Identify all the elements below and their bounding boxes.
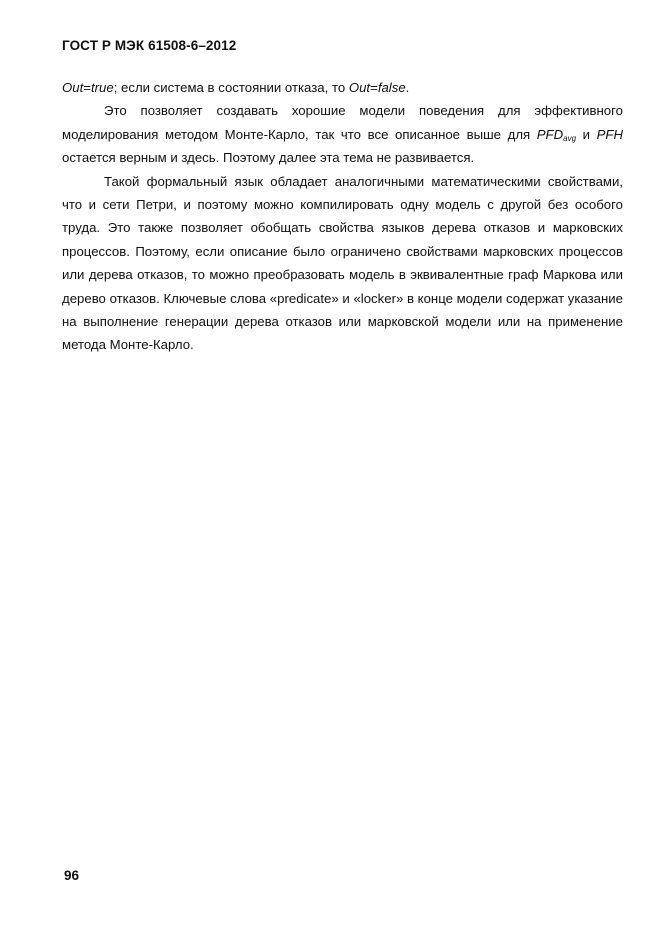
page-number: 96 [64,868,80,883]
paragraph-3: Такой формальный язык обладает аналогичными математическими свойствами, что и сети Петри, и поэтому можно компилировать одну модель с другой без особого труда. Это также позволяет обобщать свойства языков дерева отказов и марковских процессов. Поэтому, если описание было ограничено свойствами марковских процессов или дерева отказов, то можно преобразовать модель в эквивалентные граф Маркова или дерево отказов. Ключевые слова «predicate» и «locker» в конце модели содержат указание на выполнение генерации дерева отказов или марковской модели или на применение метода Монте-Карло. [62,173,623,353]
paragraph-2-and: и [576,126,597,142]
paragraph-2-text-2: остается верным и здесь. Поэтому далее эта тема не развивается. [62,150,475,166]
equals-2: = [370,80,378,95]
body-text [62,76,623,357]
value-true: true [90,80,114,95]
equals-1: = [83,80,91,95]
pfd-symbol: PFD [536,126,564,142]
var-out-1: Out [62,80,84,95]
paragraph-1-end: . [405,80,410,95]
pfh-symbol: PFH [596,126,623,142]
paragraph-2 [62,99,623,169]
var-out-2: Out [348,80,371,95]
paragraph-1 [62,76,623,99]
paragraph-2-text-1: Это позволяет создавать хорошие модели поведения для эффективного моделирования методом Монте-Карло, так что все описанное выше для [62,103,623,142]
document-header: ГОСТ Р МЭК 61508-6–2012 [62,38,237,53]
pfd-subscript: avg [563,133,577,143]
paragraph-1-mid: ; если система в состоянии отказа, то [113,80,349,95]
value-false: false [377,80,406,95]
